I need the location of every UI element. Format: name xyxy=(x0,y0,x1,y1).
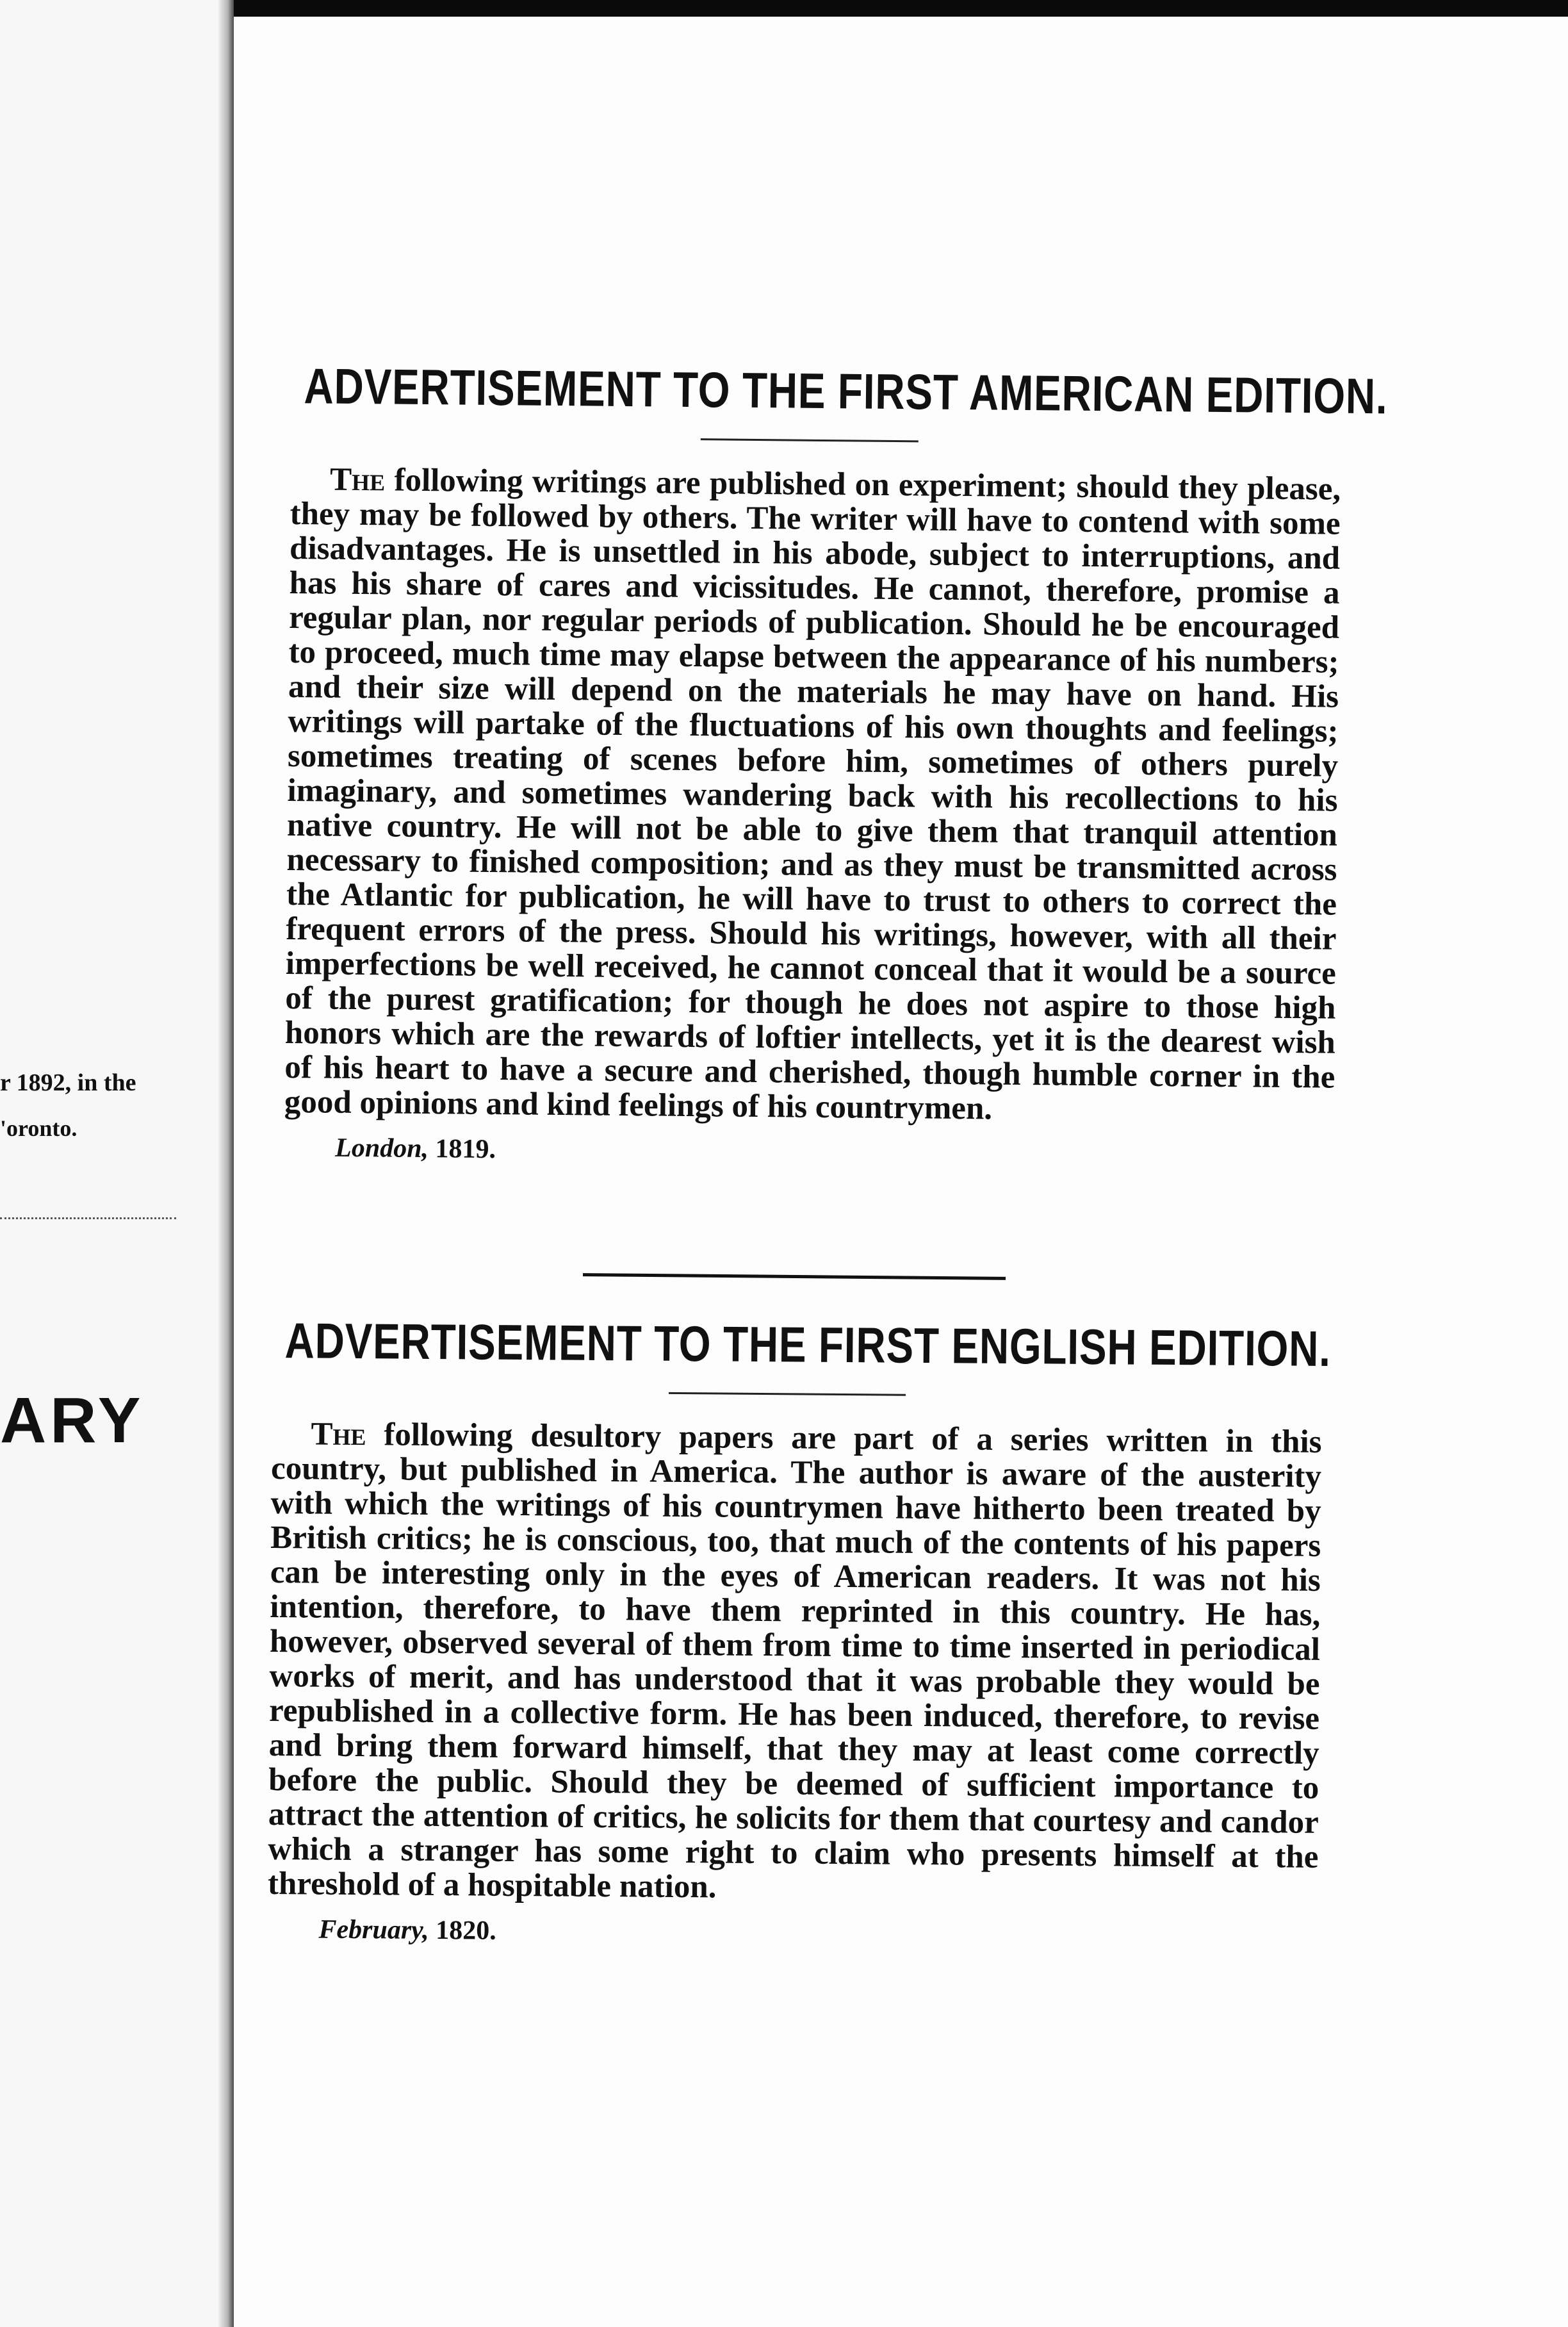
scan-top-edge xyxy=(0,0,1568,17)
signoff-year: 1820. xyxy=(436,1915,496,1946)
english-edition-advertisement xyxy=(267,1312,1332,1953)
american-edition-body xyxy=(284,462,1341,1130)
lead-word: The xyxy=(311,1416,366,1452)
facing-page-text-fragment: r 1892, in the xyxy=(0,1069,136,1096)
facing-page-text-fragment: 'oronto. xyxy=(0,1115,78,1141)
english-edition-heading: ADVERTISEMENT TO THE FIRST ENGLISH EDITION. xyxy=(284,1312,1332,1377)
heading-rule xyxy=(669,1392,906,1396)
english-edition-body xyxy=(268,1417,1322,1909)
american-edition-heading: ADVERTISEMENT TO THE FIRST AMERICAN EDITION. xyxy=(304,358,1388,425)
book-gutter xyxy=(218,0,234,2327)
facing-page-large-fragment: ARY xyxy=(0,1385,145,1456)
body-text: following desultory papers are part of a series written in this country, but published in America. The author is aware of the austerity with which the writings of his countrymen have hitherto been treated by British critics; he is conscious, too, that much of the contents of his papers can be interesting only in the eyes of American readers. It was not his intention, therefore, to have them reprinted in this country. He has, however, observed several of them from time to time inserted in periodical works of merit, and has understood that it was probable they would be republished in a collective form. He has been induced, therefore, to revise and bring them forward himself, that they may at least come correctly before the public. Should they be deemed of sufficient importance to attract the attention of critics, he solicits for them that courtesy and candor which a stranger has some right to claim who presents himself at the threshold of a hospitable nation. xyxy=(267,1417,1322,1905)
signoff-year: 1819. xyxy=(435,1134,496,1164)
american-edition-advertisement xyxy=(284,358,1388,1172)
facing-page xyxy=(0,0,234,2327)
lead-word: The xyxy=(329,461,386,498)
english-edition-signoff xyxy=(318,1914,1318,1952)
signoff-place: London, xyxy=(334,1133,429,1164)
american-edition-signoff xyxy=(335,1133,1334,1173)
heading-rule xyxy=(701,438,919,442)
signoff-month: February, xyxy=(318,1914,429,1945)
facing-page-dotted-rule xyxy=(0,1217,176,1219)
body-text: following writings are published on experiment; should they please, they may be followed by others. The writer will have to contend with some disadvantages. He is unsettled in his abode, subject to interruptions, and has his share of cares and vicissitudes. He cannot, therefore, promise a regular plan, nor regular periods of publication. Should he be encouraged to proceed, much time may elapse between the appearance of his numbers; and their size will depend on the materials he may have on hand. His writings will partake of the fluctuations of his own thoughts and feelings; sometimes treating of scenes before him, sometimes of others purely imaginary, and sometimes wandering back with his recollections to his native country. He will not be able to give them that tranquil attention necessary to finished composition; and as they must be transmitted across the Atlantic for publication, he will have to trust to others to correct the frequent errors of the press. Should his writings, however, with all their imperfections be well received, he cannot conceal that it would be a source of the purest gratification; for though he does not aspire to those high honors which are the rewards of loftier intellects, yet it is the dearest wish of his heart to have a secure and cherished, though humble corner in the good opinions and kind feelings of his countrymen. xyxy=(284,462,1341,1127)
section-divider xyxy=(583,1273,1006,1280)
